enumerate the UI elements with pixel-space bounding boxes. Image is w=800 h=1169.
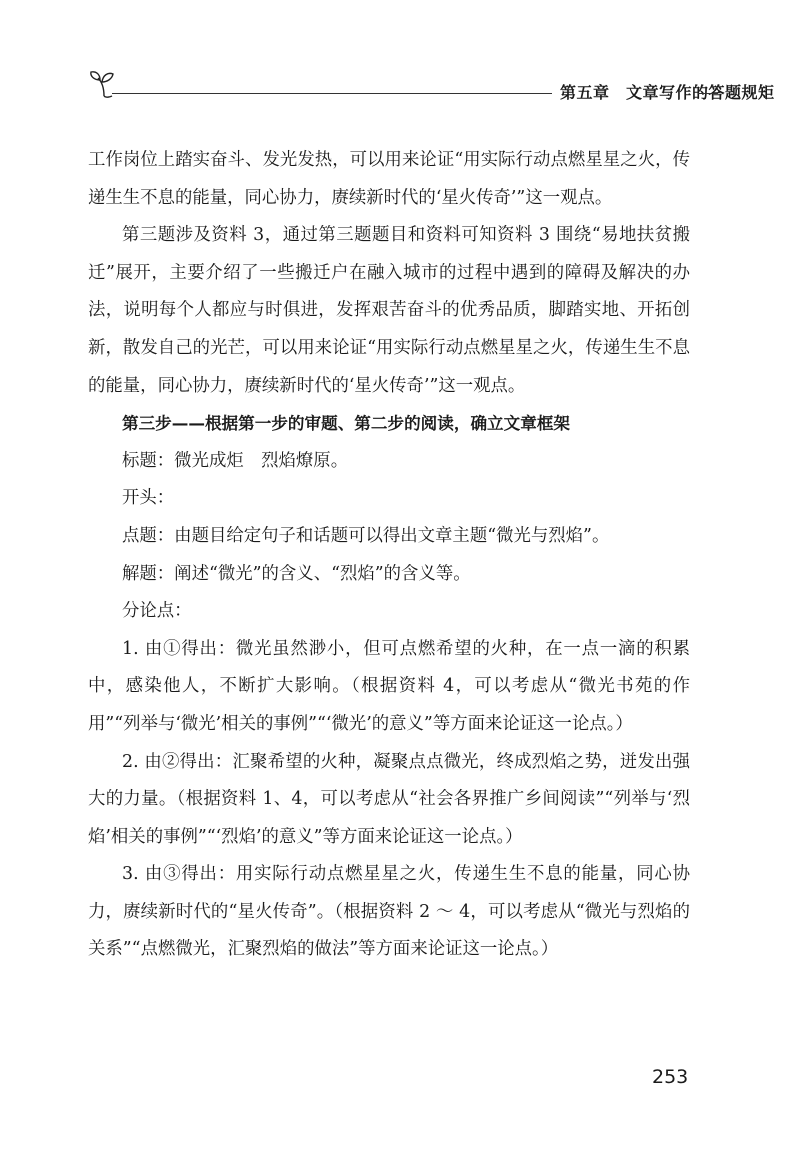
sprout-icon xyxy=(88,66,118,100)
paragraph: 工作岗位上踏实奋斗、发光发热，可以用来论证“用实际行动点燃星星之火，传递生生不息的能量，同心协力，赓续新时代的‘星火传奇’”这一观点。 xyxy=(88,150,690,208)
chapter-title: 第五章 文章写作的答题规矩 xyxy=(560,83,775,102)
paragraph: 点题：由题目给定句子和话题可以得出文章主题“微光与烈焰”。 xyxy=(122,525,610,546)
running-header xyxy=(88,66,775,106)
paragraph: 标题：微光成炬 烈焰燎原。 xyxy=(122,450,349,471)
header-rule-right xyxy=(698,93,718,94)
paragraph: 解题：阐述“微光”的含义、“烈焰”的含义等。 xyxy=(122,563,471,584)
page-number: 253 xyxy=(652,1066,689,1088)
paragraph: 分论点： xyxy=(122,601,192,622)
paragraph: 2. 由②得出：汇聚希望的火种，凝聚点点微光，终成烈焰之势，迸发出强大的力量。（根据资料 1、4，可以考虑从“社会各界推广乡间阅读”“列举与‘烈焰’相关的事例”“‘烈焰’的意义”等方面来论证这一论点。） xyxy=(88,751,690,847)
paragraph: 1. 由①得出：微光虽然渺小，但可点燃希望的火种，在一点一滴的积累中，感染他人，不断扩大影响。（根据资料 4，可以考虑从“微光书苑的作用”“列举与‘微光’相关的事例”“‘微光’的意义”等方面来论证这一论点。） xyxy=(88,638,690,734)
section-heading: 第三步——根据第一步的审题、第二步的阅读，确立文章框架 xyxy=(122,414,571,434)
header-rule-left xyxy=(112,93,552,94)
paragraph: 开头： xyxy=(122,488,175,509)
paragraph: 3. 由③得出：用实际行动点燃星星之火，传递生生不息的能量，同心协力，赓续新时代的“星火传奇”。（根据资料 2 ～ 4，可以考虑从“微光与烈焰的关系”“点燃微光，汇聚烈焰的做法”等方面来论证这一论点。） xyxy=(88,864,690,960)
paragraph: 第三题涉及资料 3，通过第三题题目和资料可知资料 3 围绕“易地扶贫搬迁”展开，主要介绍了一些搬迁户在融入城市的过程中遇到的障碍及解决的办法，说明每个人都应与时俱进，发挥艰苦奋斗的优秀品质，脚踏实地、开拓创新，散发自己的光芒，可以用来论证“用实际行动点燃星星之火，传递生生不息的能量，同心协力，赓续新时代的‘星火传奇’”这一观点。 xyxy=(88,225,690,396)
page-body xyxy=(88,142,690,969)
